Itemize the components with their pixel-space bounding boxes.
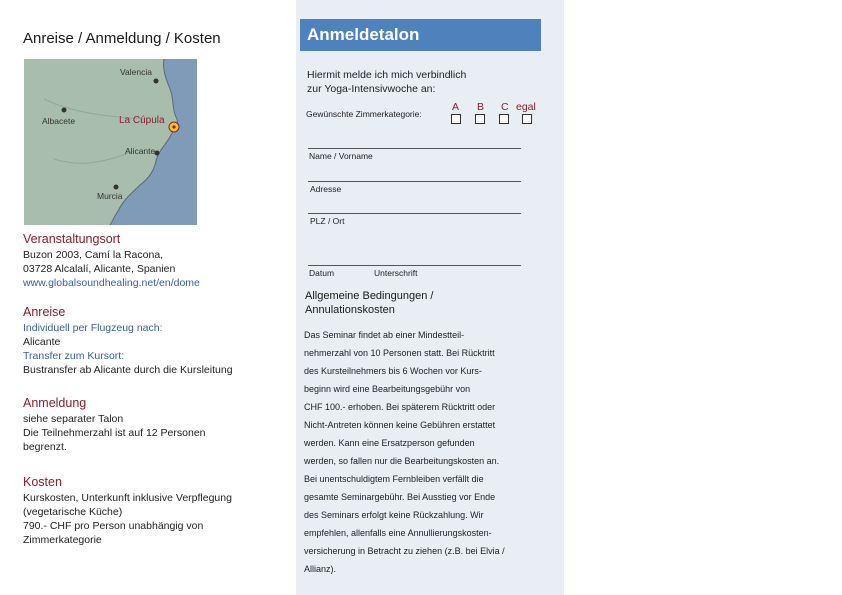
date-field-label: Datum: [309, 268, 335, 278]
terms-heading-line: Allgemeine Bedingungen /: [305, 290, 434, 302]
venue-line: Buzon 2003, Camí la Racona,: [23, 249, 164, 261]
name-field-label: Name / Vorname: [309, 151, 373, 161]
terms-line: Allianz).: [304, 564, 337, 574]
costs-line: (vegetarische Küche): [23, 506, 123, 518]
costs-line: 790.- CHF pro Person unabhängig von: [23, 520, 204, 532]
venue-heading: Veranstaltungsort: [23, 232, 121, 246]
room-category-b-label: B: [477, 101, 485, 113]
room-category-any-label: egal: [516, 101, 536, 113]
terms-line: werden. Kann eine Ersatzperson gefunden: [304, 438, 475, 448]
terms-line: Nicht-Antreten können keine Gebühren erstattet: [304, 420, 496, 430]
date-signature-field[interactable]: [308, 265, 521, 266]
form-header: [300, 19, 541, 51]
terms-line: beginn wird eine Bearbeitungsgebühr von: [304, 384, 471, 394]
city-field-label: PLZ / Ort: [310, 216, 345, 226]
map-label-murcia: Murcia: [97, 191, 123, 201]
registration-line: begrenzt.: [23, 441, 67, 453]
map-label-valencia: Valencia: [120, 67, 152, 77]
terms-line: Bei unentschuldigtem Fernbleiben verfällt die: [304, 474, 484, 484]
terms-heading-line: Annulationskosten: [305, 304, 395, 316]
registration-info: [23, 412, 206, 454]
map-label-albacete: Albacete: [42, 116, 76, 126]
location-map: [24, 59, 197, 225]
signature-field-label: Unterschrift: [374, 268, 418, 278]
terms-heading: [305, 289, 433, 317]
map-dot-murcia: [114, 185, 119, 190]
room-category-b-checkbox[interactable]: [475, 114, 485, 124]
name-field[interactable]: [308, 148, 521, 149]
map-dot-albacete: [62, 108, 67, 113]
costs-line: Kurskosten, Unterkunft inklusive Verpflegung: [23, 492, 232, 504]
intro-line: Hiermit melde ich mich verbindlich: [307, 69, 467, 81]
registration-heading: Anmeldung: [23, 396, 87, 410]
map-dot-valencia: [154, 79, 159, 84]
address-field[interactable]: [308, 181, 521, 182]
venue-address: [23, 248, 200, 290]
page-title: Anreise / Anmeldung / Kosten: [23, 30, 221, 47]
terms-line: Das Seminar findet ab einer Mindestteil-: [304, 330, 465, 340]
room-category-a-label: A: [452, 101, 460, 113]
costs-info: [23, 491, 232, 547]
arrival-line: Alicante: [23, 336, 61, 348]
terms-line: nehmerzahl von 10 Personen statt. Bei Rücktritt: [304, 348, 495, 358]
registration-line: siehe separater Talon: [23, 413, 124, 425]
arrival-line: Transfer zum Kursort:: [23, 350, 125, 362]
room-category-label: Gewünschte Zimmerkategorie:: [306, 109, 422, 119]
map-dot-alicante: [155, 151, 160, 156]
terms-line: des Seminars erfolgt keine Rückzahlung. Wir: [304, 510, 484, 520]
room-category-any-checkbox[interactable]: [522, 114, 532, 124]
room-category-a-checkbox[interactable]: [451, 114, 461, 124]
form-title: Anmeldetalon: [307, 25, 420, 44]
form-intro: [307, 68, 466, 96]
venue-line: 03728 Alcalalí, Alicante, Spanien: [23, 263, 176, 275]
terms-line: des Kursteilnehmers bis 6 Wochen vor Kurs-: [304, 366, 482, 376]
arrival-heading: Anreise: [23, 305, 66, 319]
room-category-c-checkbox[interactable]: [499, 114, 509, 124]
terms-line: gesamte Seminargebühr. Bei Ausstieg vor Ende: [304, 492, 496, 502]
room-category-c-label: C: [501, 101, 509, 113]
map-label-alicante: Alicante: [125, 146, 156, 156]
address-field-label: Adresse: [310, 184, 342, 194]
intro-line: zur Yoga-Intensivwoche an:: [307, 83, 436, 95]
arrival-line: Individuell per Flugzeug nach:: [23, 322, 163, 334]
terms-line: CHF 100.- erhoben. Bei späterem Rücktritt oder: [304, 402, 496, 412]
costs-line: Zimmerkategorie: [23, 534, 102, 546]
terms-line: empfehlen, allenfalls eine Annullierungskosten-: [304, 528, 492, 538]
arrival-info: [23, 321, 233, 377]
arrival-line: Bustransfer ab Alicante durch die Kursleitung: [23, 364, 233, 376]
costs-heading: Kosten: [23, 475, 62, 489]
registration-line: Die Teilnehmerzahl ist auf 12 Personen: [23, 427, 206, 439]
venue-link[interactable]: www.globalsoundhealing.net/en/dome: [23, 277, 200, 289]
terms-line: versicherung in Betracht zu ziehen (z.B. bei Elvia /: [304, 546, 505, 556]
map-label-la-cupula: La Cúpula: [119, 115, 165, 126]
terms-body: [304, 326, 536, 578]
terms-line: werden, so fallen nur die Bearbeitungskosten an.: [304, 456, 500, 466]
city-field[interactable]: [308, 213, 521, 214]
